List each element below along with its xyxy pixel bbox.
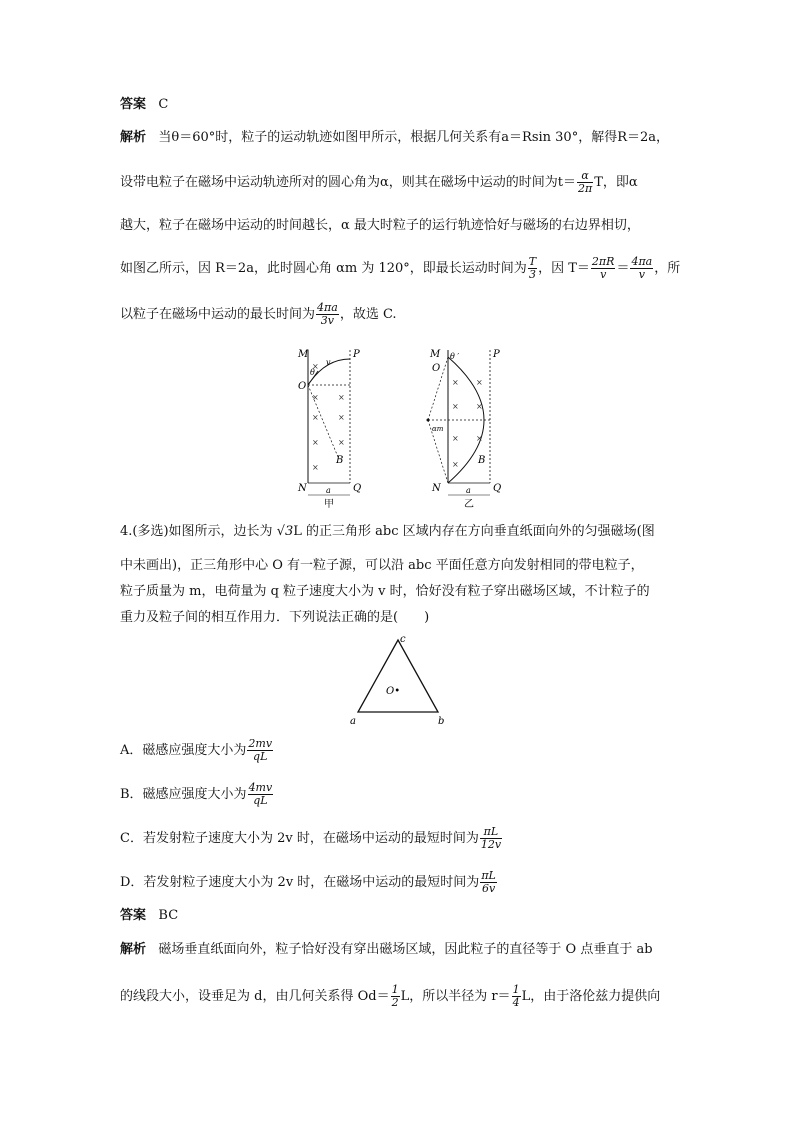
option-c-fraction <box>480 826 502 851</box>
jia-label-P: P <box>353 349 360 360</box>
triangle-label-b: b <box>438 716 445 727</box>
question4-line-3 <box>120 582 650 602</box>
yi-label-P: P <box>493 349 500 360</box>
yi-label-M: M <box>430 349 441 360</box>
answer2-value: BC <box>158 908 179 923</box>
diagram-yi <box>427 349 502 510</box>
jia-label-B: B <box>336 455 344 466</box>
cross-mark: × <box>476 434 483 443</box>
cross-mark: × <box>452 434 459 443</box>
analysis1-text-2b: T，即α <box>594 175 638 190</box>
analysis2-text-2a: 的线段大小，设垂足为 d，由几何关系得 Od＝ <box>120 989 390 1004</box>
cross-mark: × <box>338 438 345 447</box>
frac-num: 4πa <box>631 255 653 268</box>
analysis2-text-2b: L，所以半径为 r＝ <box>400 989 511 1004</box>
option-d-fraction <box>480 870 497 895</box>
jia-caption: 甲 <box>324 499 334 510</box>
yi-label-O: O <box>432 363 441 374</box>
answer-line-2 <box>120 906 178 926</box>
question4-line-1 <box>120 522 655 542</box>
triangle-label-a: a <box>350 716 356 727</box>
jia-label-Q: Q <box>353 483 362 494</box>
analysis2-line-1 <box>120 940 653 960</box>
frac-num: πL <box>481 869 496 882</box>
cross-mark: × <box>312 413 319 422</box>
question4-text-2: 中未画出)，正三角形中心 O 有一粒子源，可以沿 abc 平面任意方向发射相同的带电粒子， <box>120 558 644 573</box>
figure-jia-yi <box>280 345 520 510</box>
cross-mark: × <box>312 393 319 402</box>
option-c <box>120 826 503 851</box>
fraction-1-2 <box>391 984 400 1009</box>
analysis1-text-4a: 如图乙所示，因 R＝2a，此时圆心角 αm 为 120°，即最长运动时间为 <box>120 261 527 276</box>
answer-label: 答案 <box>120 97 147 112</box>
jia-label-theta: θ <box>310 368 315 377</box>
triangle-abc <box>358 640 438 712</box>
frac-den: 3v <box>320 314 335 327</box>
analysis1-text-2a: 设带电粒子在磁场中运动轨迹所对的圆心角为α，则其在磁场中运动的时间为t＝ <box>120 175 577 190</box>
analysis1-line-1 <box>120 128 669 148</box>
analysis1-line-5 <box>120 302 397 327</box>
option-b-fraction <box>248 782 274 807</box>
frac-den: qL <box>253 794 268 807</box>
analysis2-line-2 <box>120 984 660 1009</box>
frac-num: 1 <box>391 983 399 996</box>
cross-mark: × <box>476 378 483 387</box>
frac-den: 2 <box>391 996 399 1009</box>
yi-label-a: a <box>466 486 471 495</box>
yi-label-alpha: αm <box>432 425 444 433</box>
analysis1-text-4d: ，所 <box>654 261 681 276</box>
fraction-alpha-2pi <box>577 170 593 195</box>
option-d-text: D．若发射粒子速度大小为 2v 时，在磁场中运动的最短时间为 <box>120 875 480 890</box>
cross-mark: × <box>338 393 345 402</box>
question4-line-4 <box>120 608 429 628</box>
question4-text-4: 重力及粒子间的相互作用力．下列说法正确的是( ) <box>120 610 430 625</box>
frac-num: 4mv <box>248 781 273 794</box>
option-a-text: A．磁感应强度大小为 <box>120 743 247 758</box>
frac-den: v <box>638 268 645 281</box>
frac-num: α <box>577 170 593 183</box>
analysis1-text-4c: ＝ <box>616 261 630 276</box>
triangle-label-c: c <box>400 634 406 645</box>
yi-caption: 乙 <box>464 499 474 510</box>
cross-mark: × <box>312 362 319 371</box>
question4-text-1a: 4.(多选)如图所示，边长为 <box>120 524 277 539</box>
frac-den: v <box>600 268 607 281</box>
analysis1-text-4b: ，因 T＝ <box>538 261 590 276</box>
analysis1-line-2 <box>120 170 638 195</box>
fraction-T-3 <box>528 256 537 281</box>
analysis1-text-5a: 以粒子在磁场中运动的最长时间为 <box>120 307 316 322</box>
fraction-1-4 <box>512 984 521 1009</box>
frac-den: 3 <box>528 268 536 281</box>
frac-num: πL <box>480 826 502 839</box>
frac-den: 4 <box>512 996 520 1009</box>
option-a <box>120 738 274 763</box>
question4-sqrt3: √3 <box>276 524 294 539</box>
cross-mark: × <box>312 463 319 472</box>
cross-mark: × <box>452 402 459 411</box>
yi-label-B: B <box>478 455 486 466</box>
frac-den: 2π <box>578 182 593 195</box>
yi-label-N: N <box>432 483 441 494</box>
analysis-label: 解析 <box>120 130 147 145</box>
frac-den: qL <box>253 750 268 763</box>
cross-mark: × <box>476 402 483 411</box>
question4-line-2 <box>120 556 644 576</box>
frac-den: 6v <box>481 882 496 895</box>
cross-mark: × <box>338 413 345 422</box>
fraction-4pia-3v <box>316 302 339 327</box>
option-c-text: C．若发射粒子速度大小为 2v 时，在磁场中运动的最短时间为 <box>120 831 479 846</box>
analysis2-label: 解析 <box>120 942 147 957</box>
analysis1-text-1: 当θ＝60°时，粒子的运动轨迹如图甲所示，根据几何关系有a＝Rsin 30°，解得R＝2a， <box>158 130 670 145</box>
diagram-jia <box>297 349 361 510</box>
cross-mark: × <box>312 438 319 447</box>
analysis1-text-3: 越大，粒子在磁场中运动的时间越长，α 最大时粒子的运行轨迹恰好与磁场的右边界相切， <box>120 218 640 233</box>
jia-label-O: O <box>298 381 307 392</box>
option-a-fraction <box>247 738 273 763</box>
yi-center-point <box>427 419 430 422</box>
frac-num: 1 <box>512 983 520 996</box>
jia-label-N: N <box>298 483 307 494</box>
option-b <box>120 782 274 807</box>
figure-triangle <box>340 632 460 730</box>
yi-label-theta: θ ′ <box>450 352 460 361</box>
frac-num: 4πa <box>317 301 338 314</box>
jia-label-v: v <box>326 358 331 367</box>
analysis2-text-1: 磁场垂直纸面向外，粒子恰好没有穿出磁场区域，因此粒子的直径等于 O 点垂直于 ab <box>158 942 653 957</box>
jia-label-a: a <box>326 486 331 495</box>
yi-label-Q: Q <box>493 483 502 494</box>
question4-text-3: 粒子质量为 m，电荷量为 q 粒子速度大小为 v 时，恰好没有粒子穿出磁场区域，不计粒子的 <box>120 584 650 599</box>
cross-mark: × <box>452 460 459 469</box>
fraction-2piR-v <box>591 256 616 281</box>
answer-line-1 <box>120 95 168 115</box>
analysis1-text-5b: ，故选 C. <box>339 307 397 322</box>
frac-num: T <box>528 255 537 268</box>
frac-den: 12v <box>480 838 502 851</box>
frac-num: 2πR <box>591 255 615 268</box>
answer2-label: 答案 <box>120 908 147 923</box>
analysis2-text-2c: L，由于洛伦兹力提供向 <box>521 989 661 1004</box>
option-d <box>120 870 498 895</box>
analysis1-line-4 <box>120 256 680 281</box>
cross-mark: × <box>452 378 459 387</box>
question4-text-1b: L 的正三角形 abc 区域内存在方向垂直纸面向外的匀强磁场(图 <box>293 524 655 539</box>
answer-value: C <box>158 97 169 112</box>
jia-label-M: M <box>298 349 309 360</box>
frac-num: 2mv <box>248 737 273 750</box>
analysis1-line-3 <box>120 216 640 236</box>
option-b-text: B．磁感应强度大小为 <box>120 787 247 802</box>
triangle-center-O: O• <box>386 686 401 697</box>
fraction-4pia-v <box>630 256 653 281</box>
